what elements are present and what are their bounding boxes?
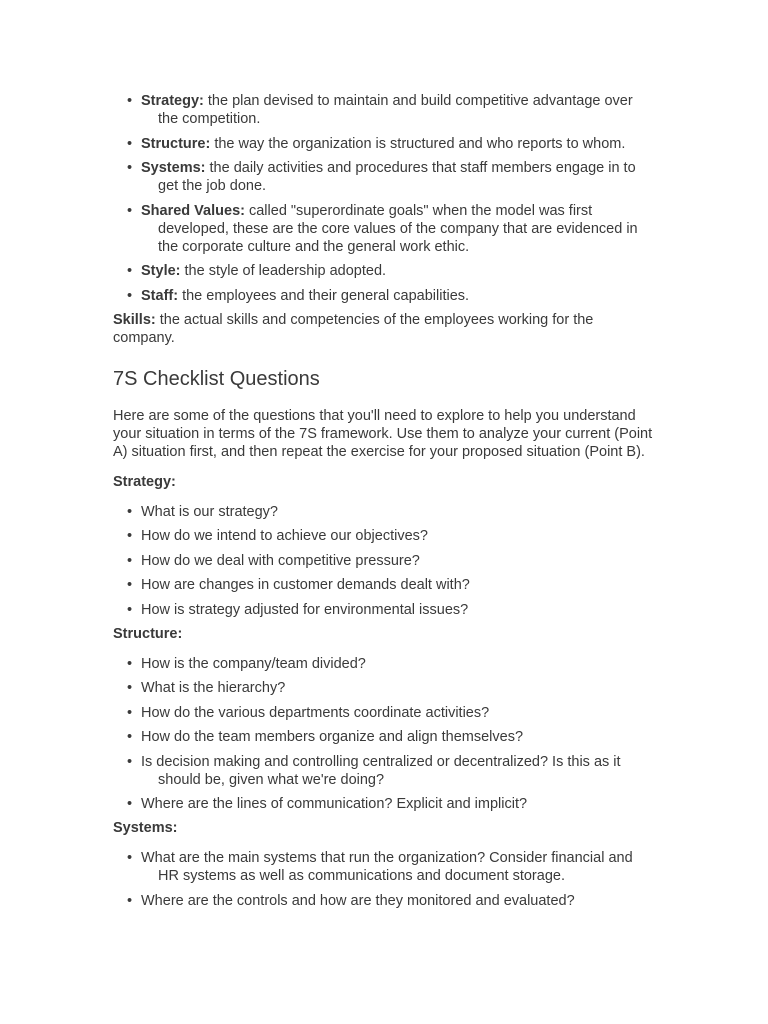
document-page — [113, 92, 653, 910]
definition-text: called "superordinate goals" when the model was first developed, these are the core values of the company that are evidenced in the corporate culture and the general work ethic. — [158, 202, 638, 255]
question-item: • How do we deal with competitive pressure? — [113, 552, 653, 570]
definition-text: the plan devised to maintain and build competitive advantage over the competition. — [158, 93, 633, 127]
definition-term: Structure: — [141, 135, 211, 152]
question-item: • What are the main systems that run the organization? Consider financial and HR systems as well as communications and document storage. — [113, 849, 653, 885]
definition-item-systems — [113, 159, 653, 195]
question-item: • How are changes in customer demands dealt with? — [113, 576, 653, 594]
question-item: • How do the various departments coordinate activities? — [113, 704, 653, 722]
question-item: • Is decision making and controlling centralized or decentralized? Is this as it should be, given what we're doing? — [113, 753, 653, 789]
definition-text: the way the organization is structured and who reports to whom. — [210, 135, 626, 152]
section-label-strategy: Strategy: — [113, 473, 176, 490]
question-item: • What is the hierarchy? — [113, 679, 653, 697]
skills-term: Skills: — [113, 311, 156, 328]
definition-term: Systems: — [141, 160, 206, 176]
systems-questions — [113, 849, 653, 910]
section-label-structure: Structure: — [113, 625, 183, 642]
skills-text: the actual skills and competencies of the employees working for the company. — [113, 311, 594, 346]
definition-term: Shared Values: — [141, 202, 245, 219]
checklist-intro: Here are some of the questions that you'll need to explore to help you understand your situation in terms of the 7S framework. Use them to analyze your current (Point A) situation first, and then repeat the exercise for your proposed situation (Point B). — [113, 407, 653, 460]
definition-item-shared-values — [113, 202, 653, 256]
question-item: • Where are the lines of communication? Explicit and implicit? — [113, 795, 653, 813]
question-item: • What is our strategy? — [113, 503, 653, 521]
question-item: • Where are the controls and how are they monitored and evaluated? — [113, 892, 653, 910]
section-label-systems: Systems: — [113, 820, 178, 836]
definition-term: Staff: — [141, 287, 179, 304]
definition-term: Style: — [141, 263, 181, 279]
definition-text: the employees and their general capabilities. — [178, 287, 470, 304]
definition-text: the style of leadership adopted. — [180, 263, 387, 279]
question-item: • How do the team members organize and align themselves? — [113, 728, 653, 746]
question-item: • How is strategy adjusted for environmental issues? — [113, 601, 653, 619]
checklist-heading: 7S Checklist Questions — [113, 367, 320, 390]
definition-term: Strategy: — [141, 93, 204, 109]
question-item: • How do we intend to achieve our objectives? — [113, 527, 653, 545]
skills-paragraph — [113, 311, 653, 347]
question-item: • How is the company/team divided? — [113, 655, 653, 673]
definition-item-staff — [113, 287, 653, 305]
definition-item-style — [113, 262, 653, 280]
definitions-list — [113, 92, 653, 305]
definition-text: the daily activities and procedures that staff members engage in to get the job done. — [158, 160, 636, 194]
definition-item-strategy — [113, 92, 653, 128]
strategy-questions — [113, 503, 653, 619]
structure-questions — [113, 655, 653, 814]
definition-item-structure — [113, 135, 653, 153]
